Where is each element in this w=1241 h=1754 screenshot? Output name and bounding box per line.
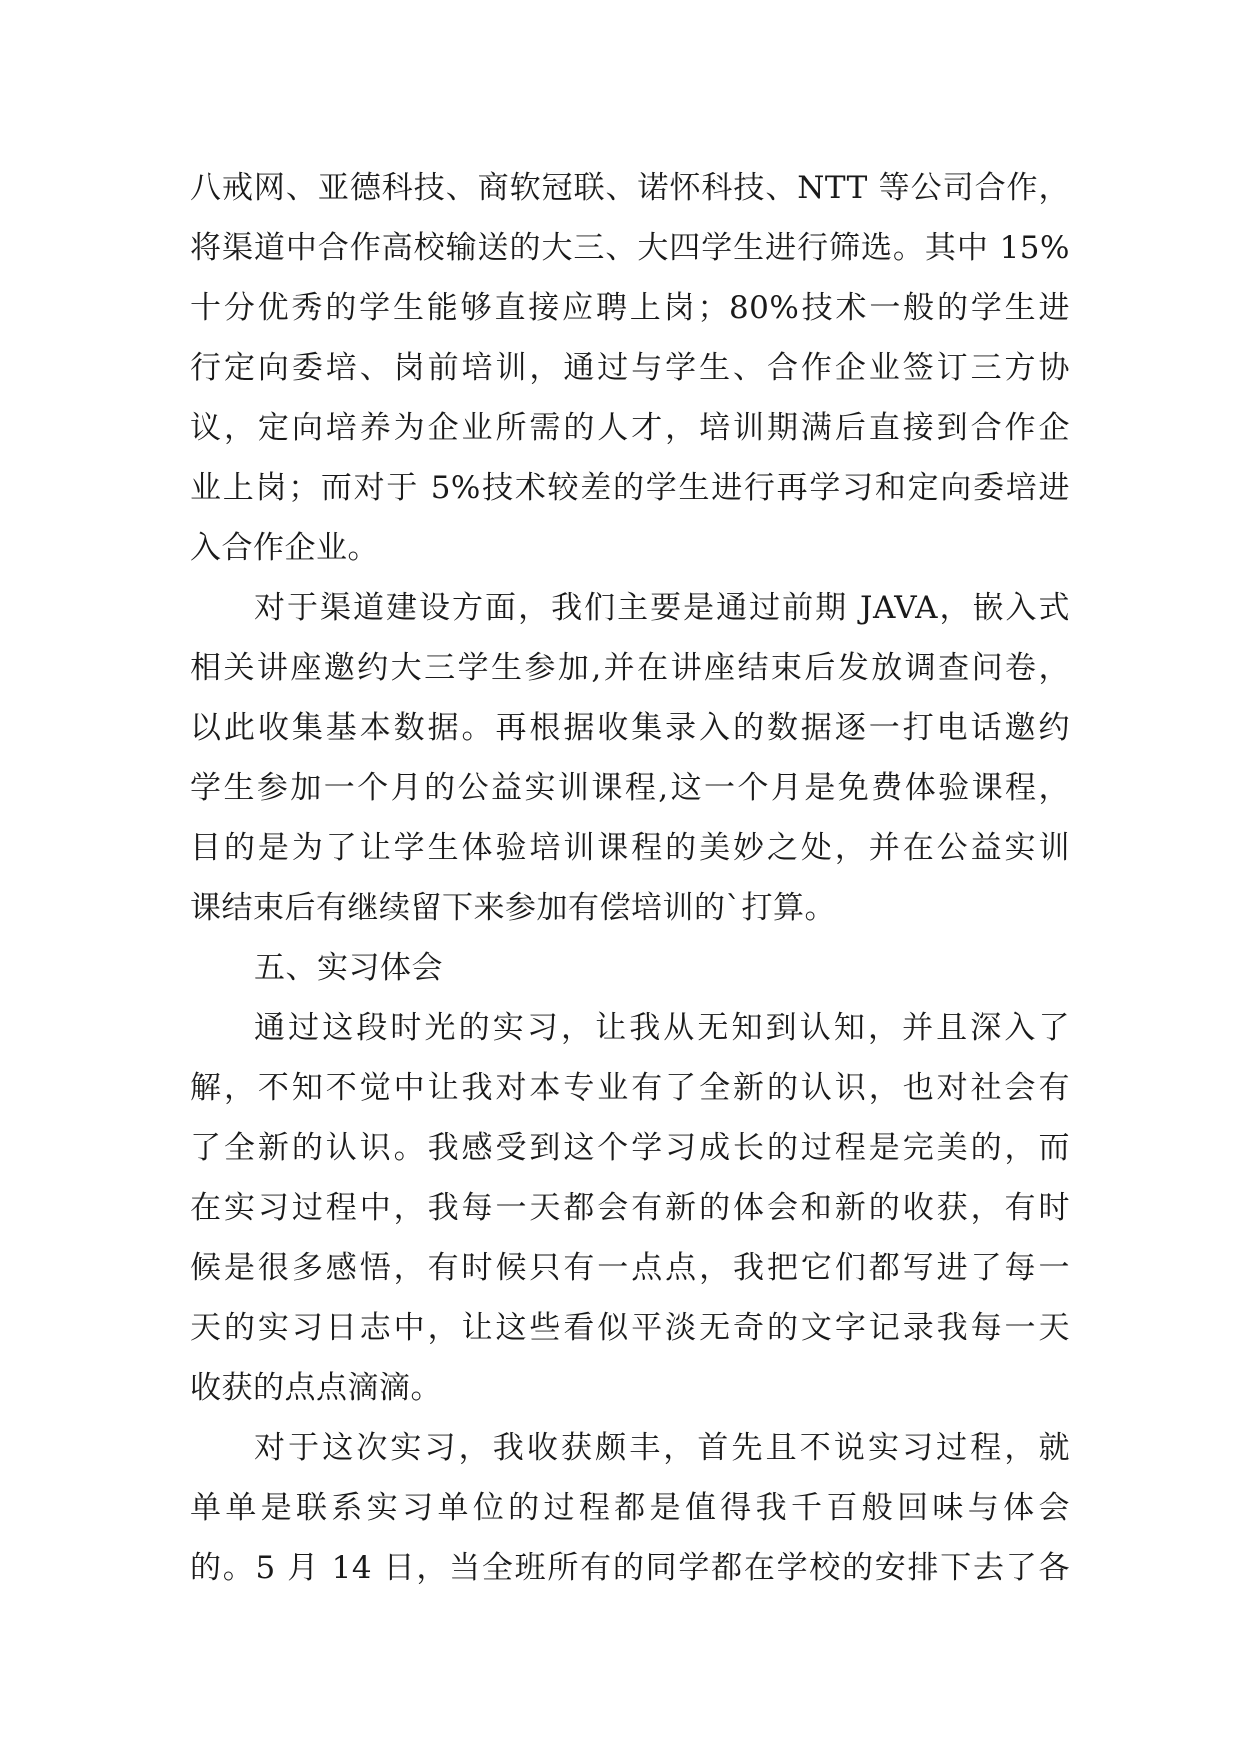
text-line: 相关讲座邀约大三学生参加,并在讲座结束后发放调查问卷， — [190, 650, 1070, 686]
document-body — [190, 158, 1070, 1598]
text-line: 十分优秀的学生能够直接应聘上岗；80%技术一般的学生进 — [190, 290, 1070, 326]
text-line: 入合作企业。 — [190, 530, 379, 566]
text-line: 天的实习日志中，让这些看似平淡无奇的文字记录我每一天 — [190, 1310, 1070, 1346]
text-line: 在实习过程中，我每一天都会有新的体会和新的收获，有时 — [190, 1190, 1070, 1226]
text-line: 收获的点点滴滴。 — [190, 1370, 442, 1406]
section-heading: 五、实习体会 — [254, 950, 443, 986]
text-line: 单单是联系实习单位的过程都是值得我千百般回味与体会 — [190, 1490, 1070, 1526]
text-line: 课结束后有继续留下来参加有偿培训的`打算。 — [190, 890, 836, 926]
text-line: 候是很多感悟，有时候只有一点点，我把它们都写进了每一 — [190, 1250, 1070, 1286]
text-line: 议，定向培养为企业所需的人才，培训期满后直接到合作企 — [190, 410, 1070, 446]
text-line: 学生参加一个月的公益实训课程,这一个月是免费体验课程， — [190, 770, 1070, 806]
text-line: 行定向委培、岗前培训，通过与学生、合作企业签订三方协 — [190, 350, 1070, 386]
paragraph-first-line: 对于这次实习，我收获颇丰，首先且不说实习过程，就 — [254, 1430, 1070, 1466]
paragraph-first-line: 对于渠道建设方面，我们主要是通过前期 JAVA，嵌入式 — [254, 590, 1070, 626]
text-line: 以此收集基本数据。再根据收集录入的数据逐一打电话邀约 — [190, 710, 1070, 746]
text-line: 业上岗；而对于 5%技术较差的学生进行再学习和定向委培进 — [190, 470, 1070, 506]
text-line: 了全新的认识。我感受到这个学习成长的过程是完美的，而 — [190, 1130, 1070, 1166]
text-line: 解，不知不觉中让我对本专业有了全新的认识，也对社会有 — [190, 1070, 1070, 1106]
paragraph-first-line: 通过这段时光的实习，让我从无知到认知，并且深入了 — [254, 1010, 1070, 1046]
text-line: 目的是为了让学生体验培训课程的美妙之处，并在公益实训 — [190, 830, 1070, 866]
text-line: 的。5 月 14 日，当全班所有的同学都在学校的安排下去了各 — [190, 1550, 1070, 1586]
text-line: 将渠道中合作高校输送的大三、大四学生进行筛选。其中 15% — [190, 230, 1070, 266]
text-line: 八戒网、亚德科技、商软冠联、诺怀科技、NTT 等公司合作， — [190, 170, 1070, 206]
